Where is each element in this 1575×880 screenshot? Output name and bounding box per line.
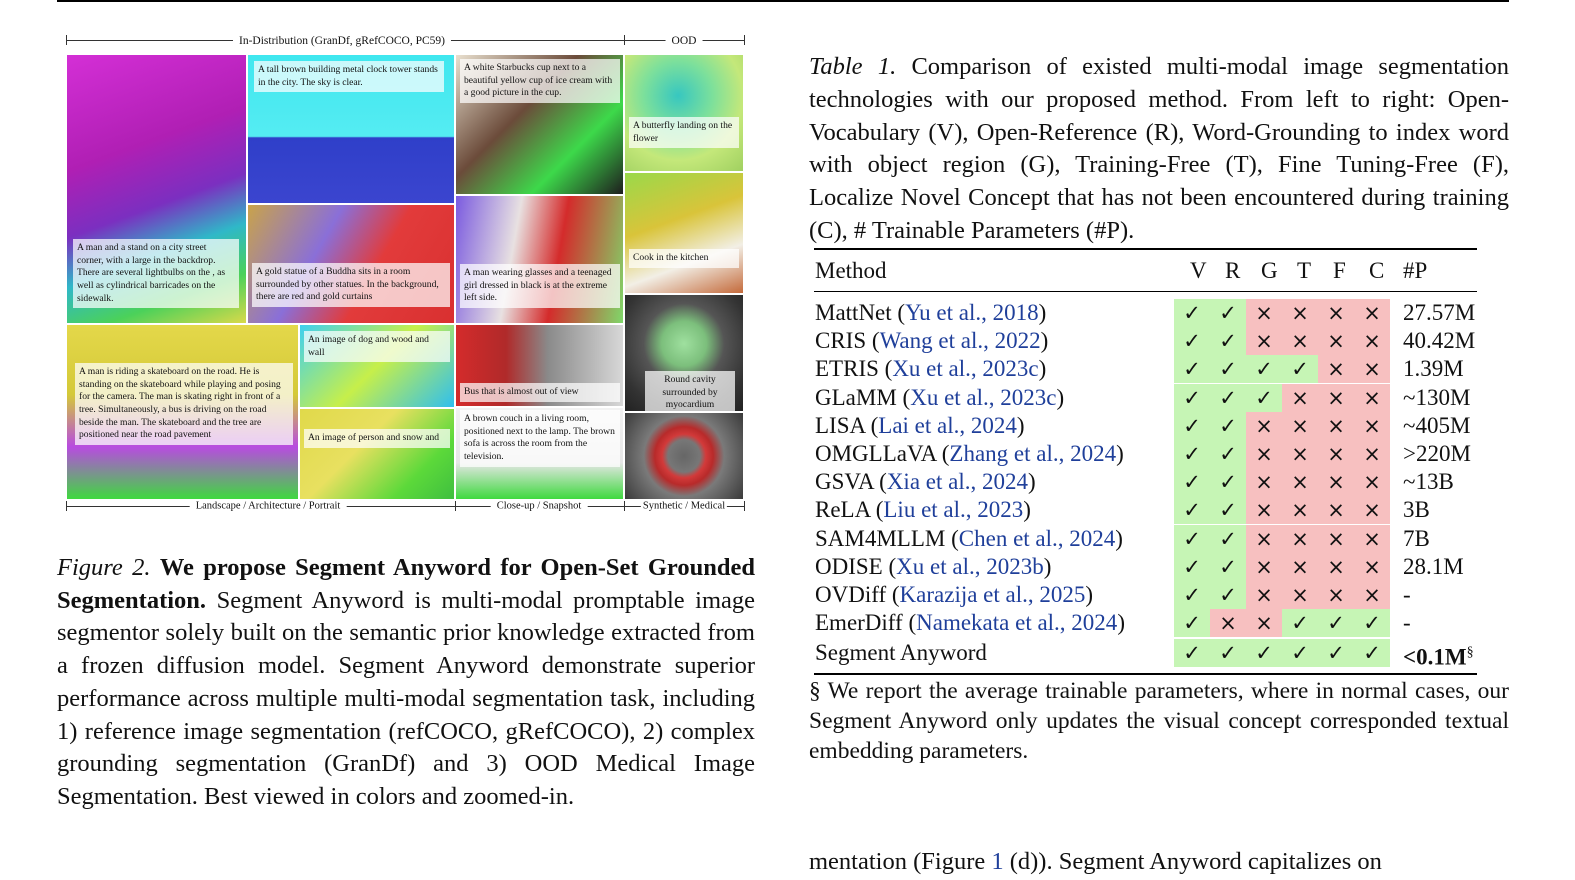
cross-mark-cell: × (1246, 581, 1282, 609)
table-row (0, 412, 1575, 440)
check-mark-cell: ✓ (1246, 355, 1282, 383)
table-row (0, 553, 1575, 581)
citation-link[interactable]: Lai et al., 2024 (878, 413, 1017, 438)
method-label: OVDiff (815, 582, 887, 607)
cross-mark-cell: × (1246, 525, 1282, 553)
check-mark-cell: ✓ (1318, 609, 1354, 637)
check-mark-cell: ✓ (1174, 581, 1210, 609)
table-row (0, 384, 1575, 412)
bus-caption: Bus that is almost out of view (460, 383, 620, 402)
cross-mark-cell: × (1318, 327, 1354, 355)
table-row (0, 639, 1575, 670)
method-name: MattNet (Yu et al., 2018) (815, 300, 1047, 325)
ood-label: OOD (666, 35, 703, 47)
check-mark-cell: ✓ (1282, 609, 1318, 637)
table-row (0, 299, 1575, 327)
body-text-before: mentation (Figure (809, 848, 992, 875)
street-caption: A man and a stand on a city street corner, with a large in the backdrop. There are several lightbulbs on the , as well as cylindrical barricades on the sidewalk. (73, 239, 239, 308)
header-t: T (1297, 258, 1312, 283)
cross-mark-cell: × (1354, 553, 1390, 581)
landscape-label: Landscape / Architecture / Portrait (190, 501, 347, 512)
cup-caption: A white Starbucks cup next to a beautiful yellow cup of ice cream with a good picture in the cup. (460, 59, 620, 103)
param-value: ~405M (1403, 413, 1471, 438)
clock-tower-panel (247, 54, 455, 204)
check-mark-cell: ✓ (1174, 525, 1210, 553)
clock-caption: A tall brown building metal clock tower stands in the city. The sky is clear. (254, 61, 444, 92)
check-mark-cell: ✓ (1174, 327, 1210, 355)
table-row (0, 525, 1575, 553)
citation-link[interactable]: Karazija et al., 2025 (899, 582, 1086, 607)
param-value: <0.1M (1403, 644, 1467, 670)
cross-mark-cell: × (1282, 384, 1318, 412)
couch-caption: A brown couch in a living room, positioned next to the lamp. The brown sofa is across the room from the television. (460, 410, 620, 467)
cross-mark-cell: × (1246, 468, 1282, 496)
param-count (1403, 440, 1471, 468)
check-mark-cell: ✓ (1210, 327, 1246, 355)
check-mark-cell: ✓ (1210, 412, 1246, 440)
cross-mark-cell: × (1354, 355, 1390, 383)
param-value: 40.42M (1403, 328, 1476, 353)
method-label: EmerDiff (815, 610, 903, 635)
cup-panel (455, 54, 624, 195)
cross-mark-cell: × (1282, 299, 1318, 327)
table-caption-body: Comparison of existed multi-modal image segmentation technologies with our proposed method. From left to right: Open-Vocabulary (V), Open-Reference (R), Word-Grounding to index word with object region (G), Training-Free (T), Fine Tuning-Free (F), Localize Novel Concept that has not been encountered during training (C), # Trainable Parameters (#P). (809, 53, 1509, 244)
citation-link[interactable]: Namekata et al., 2024 (916, 610, 1118, 635)
body-text-after: (d)). Segment Anyword capitalizes on (1003, 848, 1382, 875)
param-count (1403, 525, 1430, 553)
cross-mark-cell: × (1318, 384, 1354, 412)
check-mark-cell: ✓ (1210, 553, 1246, 581)
check-mark-cell: ✓ (1174, 553, 1210, 581)
cross-mark-cell: × (1282, 525, 1318, 553)
top-rule (57, 0, 1509, 2)
dog-caption: An image of dog and wood and wall (304, 331, 450, 362)
header-c: C (1369, 258, 1385, 283)
table-row (0, 496, 1575, 524)
cross-mark-cell: × (1282, 496, 1318, 524)
method-label: SAM4MLLM (815, 526, 946, 551)
cross-mark-cell: × (1318, 525, 1354, 553)
check-mark-cell: ✓ (1174, 609, 1210, 637)
cross-mark-cell: × (1282, 412, 1318, 440)
check-mark-cell: ✓ (1246, 639, 1282, 667)
citation-link[interactable]: Zhang et al., 2024 (949, 441, 1117, 466)
check-mark-cell: ✓ (1210, 525, 1246, 553)
figure-caption-label: Figure 2. (57, 554, 151, 581)
method-label: GSVA (815, 469, 874, 494)
param-count (1403, 468, 1454, 496)
dim-tick (744, 35, 745, 45)
method-name: LISA (Lai et al., 2024) (815, 413, 1025, 438)
citation-link[interactable]: Xu et al., 2023c (892, 356, 1039, 381)
cross-mark-cell: × (1246, 327, 1282, 355)
cross-mark-cell: × (1246, 412, 1282, 440)
cross-mark-cell: × (1354, 384, 1390, 412)
table-mid-rule (814, 291, 1477, 292)
param-value: >220M (1403, 441, 1471, 466)
citation-link[interactable]: Liu et al., 2023 (883, 497, 1024, 522)
check-mark-cell: ✓ (1210, 440, 1246, 468)
check-mark-cell: ✓ (1210, 496, 1246, 524)
check-mark-cell: ✓ (1210, 468, 1246, 496)
param-count (1403, 327, 1475, 355)
cross-mark-cell: × (1354, 440, 1390, 468)
method-name (815, 639, 987, 667)
header-method: Method (815, 258, 887, 283)
check-mark-cell: ✓ (1354, 639, 1390, 667)
method-label: ETRIS (815, 356, 879, 381)
method-name: ETRIS (Xu et al., 2023c) (815, 356, 1047, 381)
method-label: Segment Anyword (815, 640, 987, 665)
param-count (1403, 639, 1474, 672)
method-label: ODISE (815, 554, 883, 579)
param-value: ~130M (1403, 385, 1471, 410)
cross-mark-cell: × (1318, 412, 1354, 440)
param-value: 1.39M (1403, 356, 1464, 381)
check-mark-cell: ✓ (1174, 384, 1210, 412)
method-name: GLaMM (Xu et al., 2023c) (815, 385, 1065, 410)
header-v: V (1190, 258, 1207, 283)
cross-mark-cell: × (1318, 553, 1354, 581)
header-f: F (1333, 258, 1346, 283)
citation-link[interactable]: Xu et al., 2023c (910, 385, 1057, 410)
cross-mark-cell: × (1318, 496, 1354, 524)
param-count (1403, 496, 1430, 524)
cross-mark-cell: × (1354, 496, 1390, 524)
check-mark-cell: ✓ (1174, 440, 1210, 468)
cross-mark-cell: × (1354, 525, 1390, 553)
param-value: 3B (1403, 497, 1430, 522)
cross-mark-cell: × (1318, 299, 1354, 327)
check-mark-cell: ✓ (1210, 299, 1246, 327)
method-label: CRIS (815, 328, 867, 353)
citation-link[interactable]: Yu et al., 2018 (905, 300, 1039, 325)
method-name: EmerDiff (Namekata et al., 2024) (815, 610, 1125, 635)
method-label: ReLA (815, 497, 870, 522)
check-mark-cell: ✓ (1174, 496, 1210, 524)
table-row (0, 355, 1575, 383)
cross-mark-cell: × (1282, 553, 1318, 581)
in-distribution-label: In-Distribution (GranDf, gRefCOCO, PC59) (233, 35, 451, 47)
citation-link[interactable]: Xu et al., 2023b (896, 554, 1044, 579)
param-value: - (1403, 610, 1411, 635)
cross-mark-cell: × (1246, 299, 1282, 327)
method-name: CRIS (Wang et al., 2022) (815, 328, 1049, 353)
table-row (0, 468, 1575, 496)
check-mark-cell: ✓ (1210, 581, 1246, 609)
header-g: G (1261, 258, 1278, 283)
check-mark-cell: ✓ (1174, 299, 1210, 327)
cross-mark-cell: × (1246, 440, 1282, 468)
dim-tick (66, 35, 67, 45)
table-top-rule (814, 248, 1477, 250)
cross-mark-cell: × (1354, 299, 1390, 327)
table-caption (809, 51, 1509, 248)
butterfly-panel (624, 54, 744, 172)
check-mark-cell: ✓ (1210, 355, 1246, 383)
glasses-caption: A man wearing glasses and a teenaged girl dressed in black is at the extreme left side. (460, 264, 620, 308)
cross-mark-cell: × (1318, 468, 1354, 496)
cavity-caption: Round cavity surrounded by myocardium (645, 371, 735, 412)
check-mark-cell: ✓ (1282, 639, 1318, 667)
check-mark-cell: ✓ (1318, 639, 1354, 667)
check-mark-cell: ✓ (1174, 468, 1210, 496)
citation-link[interactable]: Chen et al., 2024 (958, 526, 1116, 551)
street-panel (66, 54, 247, 324)
check-mark-cell: ✓ (1174, 412, 1210, 440)
cross-mark-cell: × (1282, 327, 1318, 355)
cross-mark-cell: × (1246, 496, 1282, 524)
param-count (1403, 355, 1464, 383)
synthetic-label: Synthetic / Medical (642, 500, 726, 512)
cross-mark-cell: × (1354, 412, 1390, 440)
header-params: #P (1403, 258, 1428, 283)
param-count (1403, 299, 1475, 327)
table-row (0, 609, 1575, 637)
citation-link[interactable]: Xia et al., 2024 (886, 469, 1028, 494)
param-count (1403, 553, 1464, 581)
method-name: ODISE (Xu et al., 2023b) (815, 554, 1052, 579)
cross-mark-cell: × (1354, 468, 1390, 496)
figure-reference-link[interactable]: 1 (991, 848, 1004, 875)
figure-caption-title: We propose Segment Anyword for Open-Set Grounded Segmentation. (57, 554, 755, 614)
param-value: - (1403, 582, 1411, 607)
cross-mark-cell: × (1354, 327, 1390, 355)
check-mark-cell: ✓ (1210, 639, 1246, 667)
table-caption-label: Table 1. (809, 53, 897, 80)
table-footnote: § We report the average trainable parameters, where in normal cases, our Segment Anyword only updates the visual concept corresponded textual embedding parameters. (809, 678, 1509, 764)
person-caption: An image of person and snow and (304, 429, 450, 448)
param-count (1403, 581, 1411, 609)
citation-link[interactable]: Wang et al., 2022 (879, 328, 1041, 353)
skateboard-caption: A man is riding a skateboard on the road. He is standing on the skateboard while playing and posing for the camera. The man is skating right in front of a tree. Simultaneously, a bus is driving on the road beside the man. The skateboard and the tree are positioned near the road pavement (75, 363, 293, 445)
footnote-marker: § (1466, 645, 1474, 660)
param-count (1403, 412, 1470, 440)
method-name: OVDiff (Karazija et al., 2025) (815, 582, 1094, 607)
table-row (0, 440, 1575, 468)
cross-mark-cell: × (1354, 581, 1390, 609)
method-name: SAM4MLLM (Chen et al., 2024) (815, 526, 1123, 551)
method-name: GSVA (Xia et al., 2024) (815, 469, 1036, 494)
param-value: 28.1M (1403, 554, 1464, 579)
cross-mark-cell: × (1282, 440, 1318, 468)
table-row (0, 327, 1575, 355)
param-value: ~13B (1403, 469, 1454, 494)
method-label: MattNet (815, 300, 892, 325)
cross-mark-cell: × (1318, 581, 1354, 609)
param-value: 7B (1403, 526, 1430, 551)
check-mark-cell: ✓ (1174, 639, 1210, 667)
table-bottom-rule (814, 673, 1477, 675)
param-value: 27.57M (1403, 300, 1476, 325)
cross-mark-cell: × (1318, 355, 1354, 383)
cross-mark-cell: × (1282, 581, 1318, 609)
body-text-continuation (809, 846, 1509, 878)
cross-mark-cell: × (1246, 553, 1282, 581)
table-row (0, 581, 1575, 609)
method-name: OMGLLaVA (Zhang et al., 2024) (815, 441, 1124, 466)
check-mark-cell: ✓ (1174, 355, 1210, 383)
cross-mark-cell: × (1210, 609, 1246, 637)
check-mark-cell: ✓ (1210, 384, 1246, 412)
cook-panel (624, 172, 744, 294)
butterfly-caption: A butterfly landing on the flower (629, 117, 739, 148)
cross-mark-cell: × (1318, 440, 1354, 468)
check-mark-cell: ✓ (1282, 355, 1318, 383)
check-mark-cell: ✓ (1246, 384, 1282, 412)
header-r: R (1225, 258, 1241, 283)
cross-mark-cell: × (1246, 609, 1282, 637)
cross-mark-cell: × (1282, 468, 1318, 496)
cook-caption: Cook in the kitchen (629, 249, 739, 268)
method-label: LISA (815, 413, 865, 438)
param-count (1403, 609, 1411, 637)
figure-caption-body: Segment Anyword is multi-modal promptable image segmentor solely built on the semantic prior knowledge extracted from a frozen diffusion model. Segment Anyword demonstrate superior performance across multiple multi-modal segmentation task, including 1) reference image segmentation (refCOCO, gRefCOCO), 2) complex grounding segmentation (GranDf) and 3) OOD Medical Image Segmentation. Best viewed in colors and zoomed-in. (57, 586, 756, 810)
param-count (1403, 384, 1470, 412)
closeup-label: Close-up / Snapshot (491, 501, 588, 512)
method-label: GLaMM (815, 385, 897, 410)
method-label: OMGLLaVA (815, 441, 936, 466)
buddha-caption: A gold statue of a Buddha sits in a room surrounded by other statues. In the background, there are red and gold curtains (252, 263, 450, 307)
method-name: ReLA (Liu et al., 2023) (815, 497, 1031, 522)
check-mark-cell: ✓ (1354, 609, 1390, 637)
